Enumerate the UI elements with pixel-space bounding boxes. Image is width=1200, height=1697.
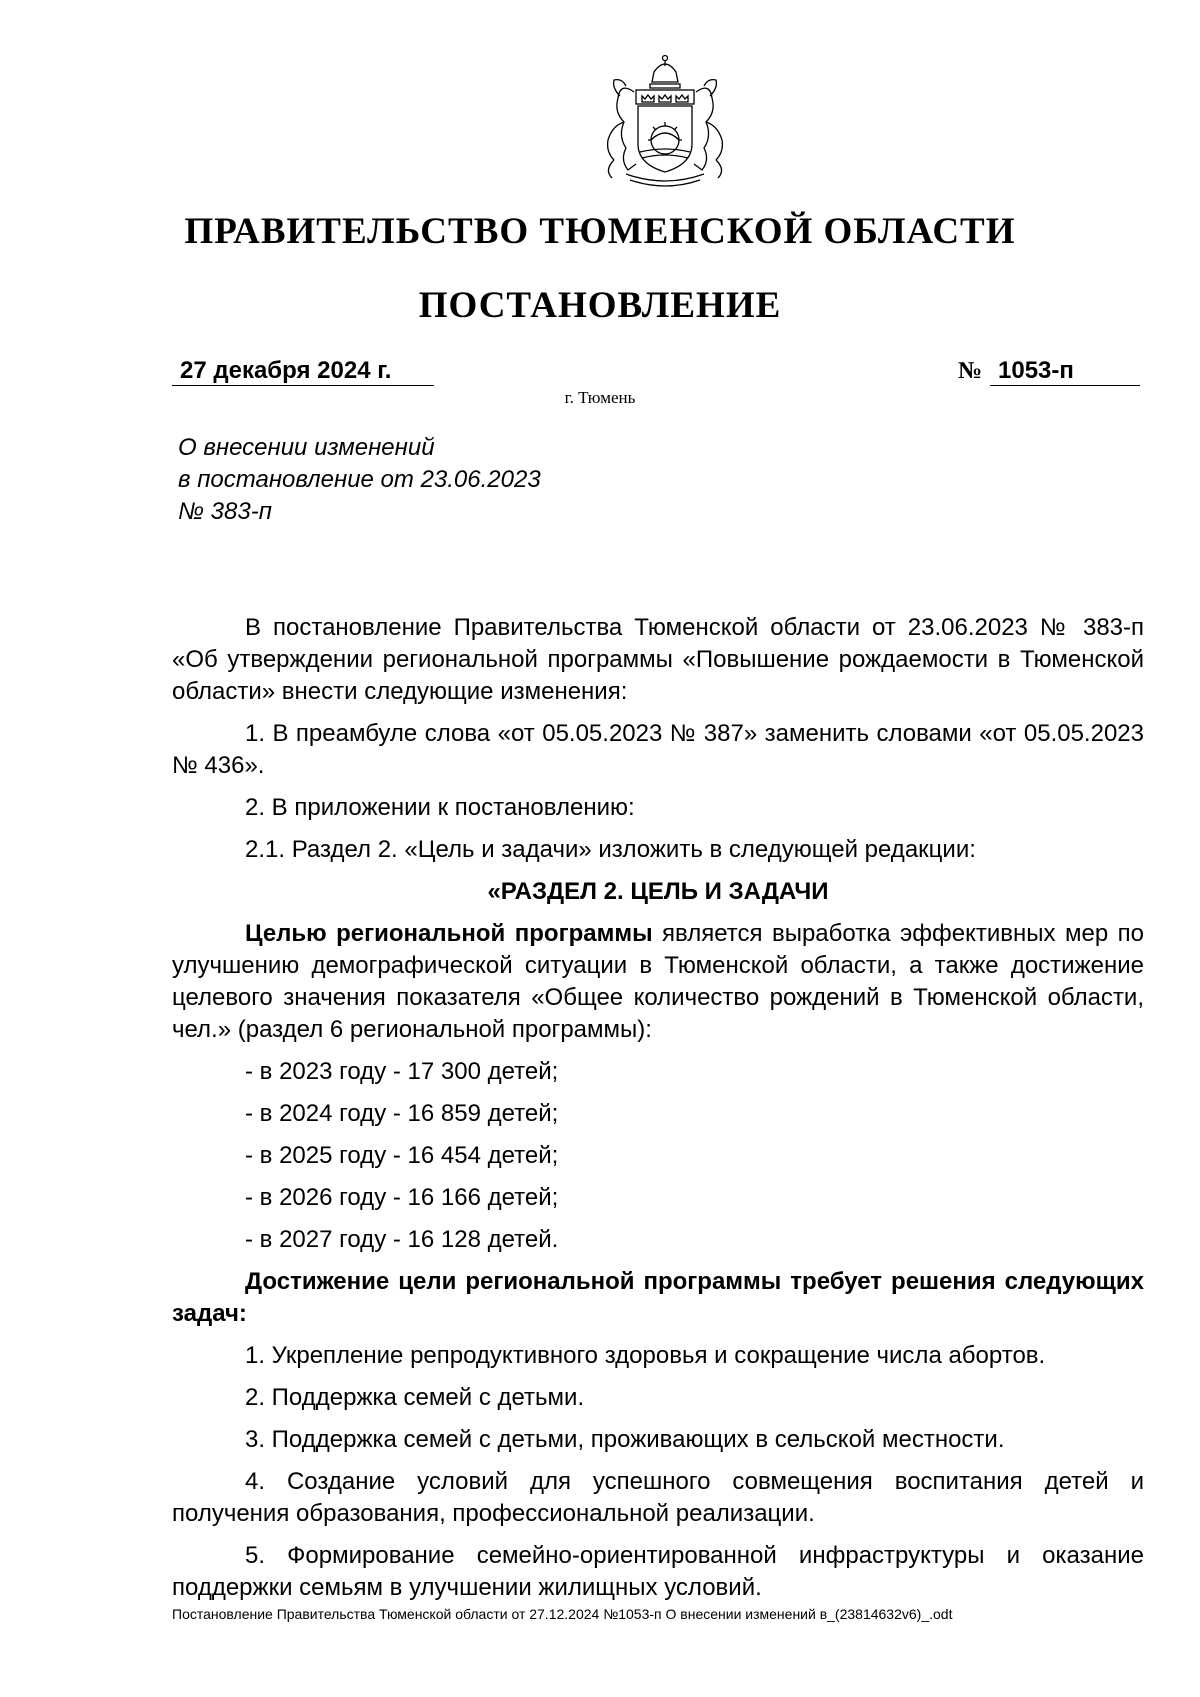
subject-line: № 383-п xyxy=(178,498,272,525)
tasks-heading-text: Достижение цели региональной программы требует решения следующих задач: xyxy=(172,1268,1144,1327)
intro-paragraph: В постановление Правительства Тюменской области от 23.06.2023 № 383-п «Об утверждении региональной программы «Повышение рождаемости в Тюменской области» внести следующие изменения: xyxy=(172,614,1144,705)
year-item: - в 2027 году - 16 128 детей. xyxy=(245,1226,559,1253)
task-item: 1. Укрепление репродуктивного здоровья и сокращение числа абортов. xyxy=(245,1342,1046,1369)
goal-text: является выработка эффективных мер по улучшению демографической ситуации в Тюменской области, а также достижение целевого значения показателя «Общее количество рождений в Тюменской области, чел.» (раздел 6 региональной программы): xyxy=(172,920,1144,1043)
goal-bold-text: Целью региональной программы xyxy=(245,920,653,947)
year-item: - в 2025 году - 16 454 детей; xyxy=(245,1142,559,1169)
page-footer: Постановление Правительства Тюменской области от 27.12.2024 №1053-п О внесении изменений в_(23814632v6)_.odt xyxy=(172,1606,953,1622)
year-item: - в 2023 году - 17 300 детей; xyxy=(245,1058,559,1085)
document-body xyxy=(172,612,1144,1604)
city-name: г. Тюмень xyxy=(564,388,636,407)
paragraph-item-1: 1. В преамбуле слова «от 05.05.2023 № 387» заменить словами «от 05.05.2023 № 436». xyxy=(172,720,1144,779)
number-label: № xyxy=(958,358,983,384)
tasks-heading xyxy=(172,1266,1144,1330)
subject-line: в постановление от 23.06.2023 xyxy=(178,466,541,493)
task-item: 5. Формирование семейно-ориентированной инфраструктуры и оказание поддержки семьям в улучшении жилищных условий. xyxy=(172,1542,1144,1601)
document-date: 27 декабря 2024 г. xyxy=(172,357,434,386)
document-type-title: ПОСТАНОВЛЕНИЕ xyxy=(418,285,782,326)
document-subject xyxy=(178,432,541,528)
subject-line: О внесении изменений xyxy=(178,434,435,461)
task-item: 2. Поддержка семей с детьми. xyxy=(245,1384,585,1411)
section-title: «РАЗДЕЛ 2. ЦЕЛЬ И ЗАДАЧИ xyxy=(487,878,829,905)
coat-of-arms-icon xyxy=(590,52,740,190)
year-item: - в 2026 году - 16 166 детей; xyxy=(245,1184,559,1211)
goal-paragraph xyxy=(172,918,1144,1046)
paragraph-item-2-1: 2.1. Раздел 2. «Цель и задачи» изложить в следующей редакции: xyxy=(245,836,976,863)
government-title: ПРАВИТЕЛЬСТВО ТЮМЕНСКОЙ ОБЛАСТИ xyxy=(184,211,1016,252)
document-number: 1053-п xyxy=(990,357,1140,386)
paragraph-item-2: 2. В приложении к постановлению: xyxy=(245,794,635,821)
task-item: 4. Создание условий для успешного совмещения воспитания детей и получения образования, профессиональной реализации. xyxy=(172,1468,1144,1527)
year-item: - в 2024 году - 16 859 детей; xyxy=(245,1100,559,1127)
task-item: 3. Поддержка семей с детьми, проживающих в сельской местности. xyxy=(245,1426,1005,1453)
